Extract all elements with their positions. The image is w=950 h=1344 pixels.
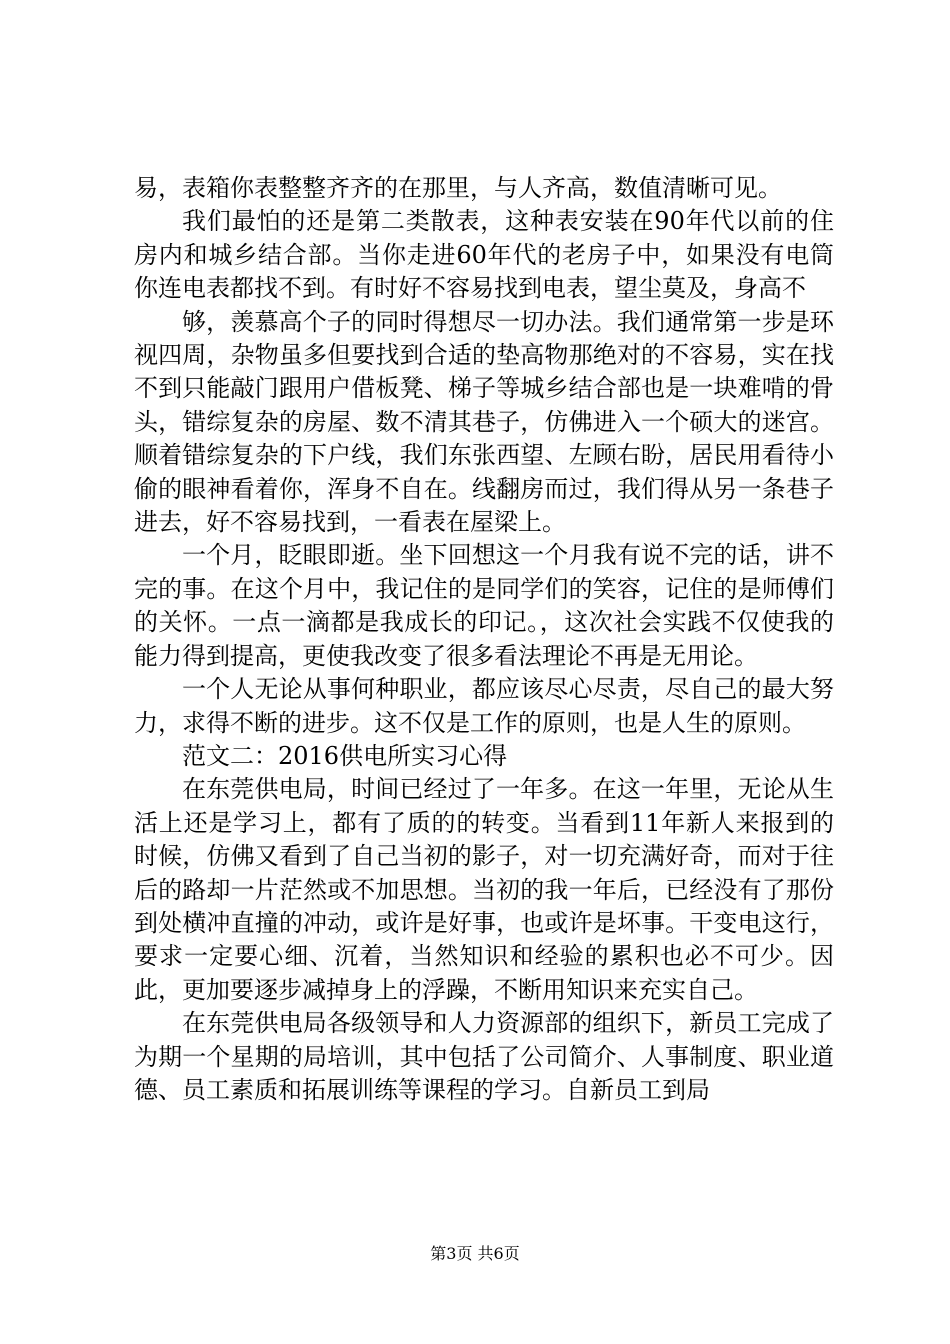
page-number-footer: 第3页 共6页: [430, 1244, 520, 1263]
paragraph-5: 一个人无论从事何种职业，都应该尽心尽责，尽自己的最大努力，求得不断的进步。这不仅是工作的原则，也是人生的原则。: [134, 675, 834, 737]
section-heading: 范文二：2016供电所实习心得: [182, 741, 508, 770]
document-body: [134, 172, 834, 1107]
paragraph-3: 够，羡慕高个子的同时得想尽一切办法。我们通常第一步是环视四周，杂物虽多但要找到合适的垫高物那绝对的不容易，实在找不到只能敲门跟用户借板凳、梯子等城乡结合部也是一块难啃的骨头，错综复杂的房屋、数不清其巷子，仿佛进入一个硕大的迷宫。顺着错综复杂的下户线，我们东张西望、左顾右盼，居民用看待小偷的眼神看着你，浑身不自在。线翻房而过，我们得从另一条巷子进去，好不容易找到，一看表在屋梁上。: [134, 307, 834, 537]
paragraph-4: 一个月，眨眼即逝。坐下回想这一个月我有说不完的话，讲不完的事。在这个月中，我记住的是同学们的笑容，记住的是师傅们的关怀。一点一滴都是我成长的印记。，这次社会实践不仅使我的能力得到提高，更使我改变了很多看法理论不再是无用论。: [134, 541, 834, 670]
paragraph-7: 在东莞供电局各级领导和人力资源部的组织下，新员工完成了为期一个星期的局培训，其中包括了公司简介、人事制度、职业道德、员工素质和拓展训练等课程的学习。自新员工到局: [134, 1009, 834, 1104]
paragraph-2: 我们最怕的还是第二类散表，这种表安装在90年代以前的住房内和城乡结合部。当你走进60年代的老房子中，如果没有电筒你连电表都找不到。有时好不容易找到电表，望尘莫及，身高不: [134, 207, 834, 303]
paragraph-6: 在东莞供电局，时间已经过了一年多。在这一年里，无论从生活上还是学习上，都有了质的的转变。当看到11年新人来报到的时候，仿佛又看到了自己当初的影子，对一切充满好奇，而对于往后的路却一片茫然或不加思想。当初的我一年后，已经没有了那份到处横冲直撞的冲动，或许是好事，也或许是坏事。干变电这行，要求一定要心细、沉着，当然知识和经验的累积也必不可少。因此，更加要逐步减掉身上的浮躁，不断用知识来充实自己。: [134, 775, 834, 1004]
paragraph-1: 易，表箱你表整整齐齐的在那里，与人齐高，数值清晰可见。: [134, 174, 782, 202]
